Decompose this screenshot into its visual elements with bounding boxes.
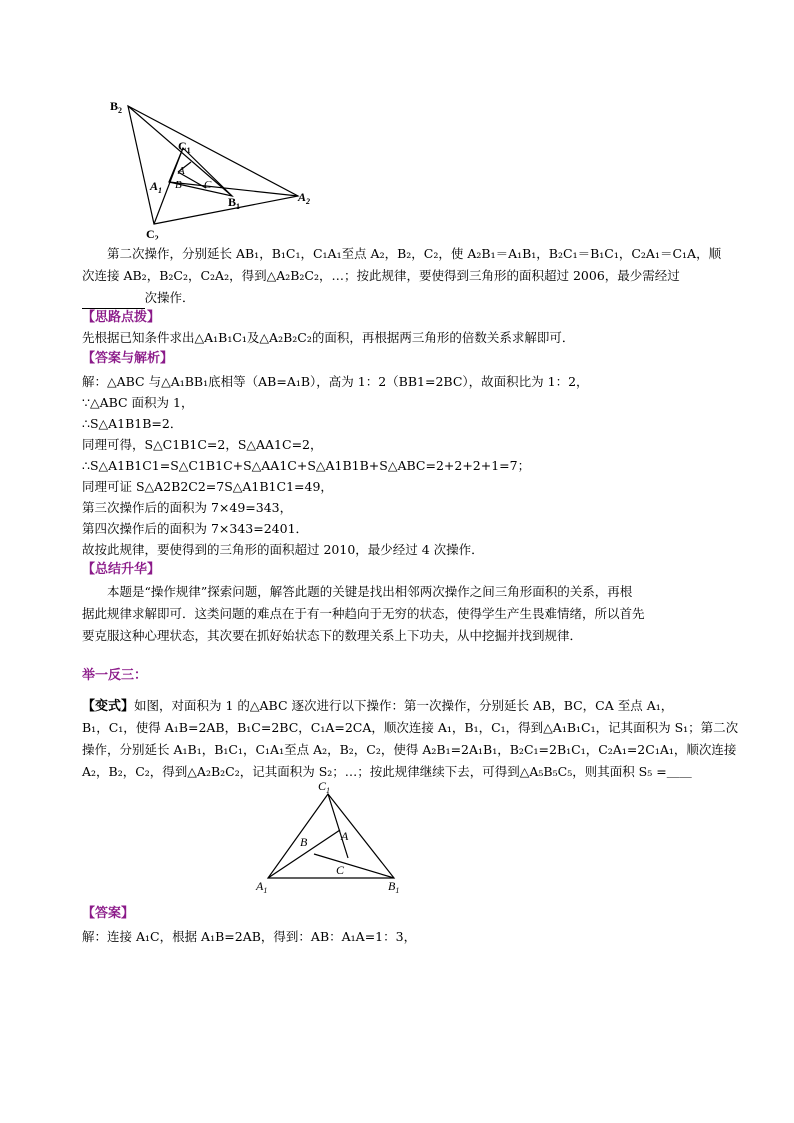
problem-line-3 [82,288,722,309]
answer-analysis-title: 【答案与解析】 [82,351,174,366]
problem-line-2: 次连接 AB₂，B₂C₂，C₂A₂，得到△A₂B₂C₂，…；按此规律，要使得到三角形的面积超过 2006，最少需经过 [82,268,680,283]
hint-title: 【思路点拨】 [82,310,161,325]
label-c2: $C_2$ [146,227,159,240]
answer-title: 【答案】 [82,906,135,921]
solution-line: 同理可证 S△A2B2C2=7S△A1B1C1=49， [82,479,333,494]
label-a2: $A_2$ [298,190,311,206]
summary-line: 据此规律求解即可．这类问题的难点在于有一种趋向于无穷的状态，使得学生产生畏难情绪，所以首先 [82,606,645,621]
solution-line: ∵△ABC 面积为 1， [82,395,194,410]
variant-line: A₂，B₂，C₂，得到△A₂B₂C₂，记其面积为 S₂；…；按此规律继续下去，可得到△A₅B₅C₅，则其面积 S₅ =＿＿ [82,764,692,779]
label-a1: $A_1$ [150,179,163,195]
label-a: A [341,829,349,843]
variant-text: 如图，对面积为 1 的△ABC 逐次进行以下操作：第一次操作，分别延长 AB，BC，CA 至点 A₁， [134,698,674,713]
label-a: A [178,165,185,177]
solution-line: 第三次操作后的面积为 7×49=343， [82,500,293,515]
example-title: 举一反三： [82,668,148,683]
figure-triangle-operations-2 [106,92,326,240]
answer-line: 解：连接 A₁C，根据 A₁B=2AB，得到：AB：A₁A=1：3， [82,929,417,944]
solution-line: 解：△ABC 与△A₁BB₁底相等（AB=A₁B），高为 1：2（BB1=2BC），故面积比为 1：2， [82,374,589,389]
label-c: C [204,179,212,191]
solution-line: ∴S△A1B1C1=S△C1B1C+S△AA1C+S△A1B1B+S△ABC=2+2+2+1=7； [82,458,531,473]
variant-line: B₁，C₁，使得 A₁B=2AB，B₁C=2BC，C₁A=2CA，顺次连接 A₁，B₁，C₁，得到△A₁B₁C₁，记其面积为 S₁；第二次 [82,720,739,735]
problem-line-1: 第二次操作，分别延长 AB₁，B₁C₁，C₁A₁至点 A₂，B₂，C₂，使 A₂B₁＝A₁B₁，B₂C₁＝B₁C₁，C₂A₁＝C₁A，顺 [82,246,722,261]
label-b2: $B_2$ [110,99,123,115]
answer-blank [82,288,145,309]
label-b1: $B_1$ [228,195,241,211]
summary-line: 本题是“操作规律”探索问题，解答此题的关键是找出相邻两次操作之间三角形面积的关系，再根 [82,584,633,599]
label-b: B [175,179,182,191]
label-c: C [336,863,345,877]
figure-triangle-variant [248,778,424,898]
variant-line-1 [82,696,722,717]
summary-title: 【总结升华】 [82,562,161,577]
geometry-diagram-1 [106,92,326,240]
summary-line: 要克服这种心理状态，其次要在抓好始状态下的数理关系上下功夫，从中挖掘并找到规律． [82,628,583,643]
label-b: B [300,835,308,849]
label-c1: $C_1$ [178,139,191,155]
variant-label: 【变式】 [82,699,135,714]
variant-line: 操作，分别延长 A₁B₁，B₁C₁，C₁A₁至点 A₂，B₂，C₂，使得 A₂B₁=2A₁B₁，B₂C₁=2B₁C₁，C₂A₁=2C₁A₁，顺次连接 [82,742,737,757]
hint-text: 先根据已知条件求出△A₁B₁C₁及△A₂B₂C₂的面积，再根据两三角形的倍数关系求解即可． [82,330,575,345]
solution-line: 同理可得，S△C1B1C=2，S△AA1C=2， [82,437,323,452]
label-c1: $C_1$ [318,779,331,795]
problem-line-3-text: 次操作． [144,290,195,305]
triangle-a2b2c2 [128,106,298,224]
solution-line: ∴S△A1B1B=2． [82,416,183,431]
label-b1: $B_1$ [388,879,400,895]
solution-line: 第四次操作后的面积为 7×343=2401． [82,521,309,536]
label-a1: $A_1$ [256,879,268,895]
geometry-diagram-2 [248,778,424,898]
solution-line: 故按此规律，要使得到的三角形的面积超过 2010，最少经过 4 次操作． [82,542,484,557]
